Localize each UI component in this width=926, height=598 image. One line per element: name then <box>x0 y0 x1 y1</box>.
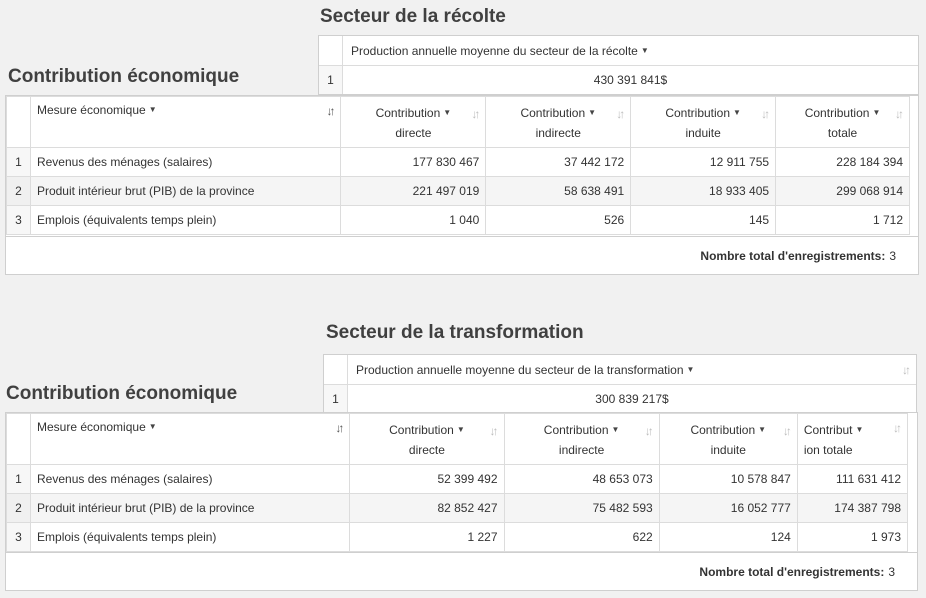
record-count-footer: Nombre total d'enregistrements: 3 <box>6 236 918 274</box>
caret-down-icon[interactable]: ▼ <box>148 422 157 431</box>
contribution-table <box>6 413 908 552</box>
indirect-cell: 622 <box>504 523 659 552</box>
direct-cell: 52 399 492 <box>350 465 504 494</box>
column-header-measure[interactable]: Mesure économique ▼ ↓↑ <box>30 97 341 148</box>
caret-down-icon[interactable]: ▼ <box>443 108 452 117</box>
sort-icon[interactable]: ↓↑ <box>761 107 768 121</box>
caret-down-icon[interactable]: ▼ <box>686 365 695 374</box>
row-index: 1 <box>319 66 343 94</box>
sort-icon[interactable]: ↓↑ <box>895 107 901 121</box>
production-box-harvest <box>318 35 919 95</box>
sort-icon[interactable]: ↓↑ <box>335 421 342 435</box>
column-header-induced[interactable]: Contribution ▼ induite ↓↑ <box>631 97 776 148</box>
indirect-cell: 48 653 073 <box>504 465 659 494</box>
caret-down-icon[interactable]: ▼ <box>758 425 767 434</box>
contribution-panel-harvest <box>5 95 919 275</box>
indirect-cell: 526 <box>486 206 631 235</box>
measure-cell: Revenus des ménages (salaires) <box>31 465 350 494</box>
measure-cell: Produit intérieur brut (PIB) de la province <box>30 177 341 206</box>
total-cell: 299 068 914 <box>776 177 910 206</box>
sort-icon[interactable]: ↓↑ <box>326 104 333 118</box>
total-cell: 1 973 <box>797 523 907 552</box>
sort-icon[interactable]: ↓↑ <box>616 107 623 121</box>
table-row: 3 Emplois (équivalents temps plein) 1 040 526 145 1 712 <box>7 206 910 235</box>
production-value: 430 391 841$ <box>593 73 668 87</box>
sort-icon[interactable]: ↓↑ <box>902 363 908 377</box>
indirect-cell: 75 482 593 <box>504 494 659 523</box>
measure-cell: Produit intérieur brut (PIB) de la province <box>31 494 350 523</box>
table-row: 1 Revenus des ménages (salaires) 177 830 467 37 442 172 12 911 755 228 184 394 <box>7 148 910 177</box>
induced-cell: 12 911 755 <box>631 148 776 177</box>
sort-icon[interactable]: ↓↑ <box>489 424 496 438</box>
production-value: 300 839 217$ <box>595 392 669 406</box>
production-header[interactable]: Production annuelle moyenne du secteur de la récolte ▼ <box>351 43 649 58</box>
measure-cell: Revenus des ménages (salaires) <box>30 148 341 177</box>
column-header-direct[interactable]: Contribution ▼ directe ↓↑ <box>341 97 486 148</box>
contribution-title: Contribution économique <box>8 66 240 87</box>
production-box-processing <box>323 354 917 414</box>
caret-down-icon[interactable]: ▼ <box>611 425 620 434</box>
table-row: 1 Revenus des ménages (salaires) 52 399 492 48 653 073 10 578 847 111 631 412 <box>7 465 908 494</box>
caret-down-icon[interactable]: ▼ <box>855 425 864 434</box>
caret-down-icon[interactable]: ▼ <box>148 105 157 114</box>
measure-cell: Emplois (équivalents temps plein) <box>31 523 350 552</box>
column-header-direct[interactable]: Contribution ▼ directe ↓↑ <box>350 414 504 465</box>
column-header-total[interactable]: Contribution ▼ totale ↓↑ <box>776 97 910 148</box>
row-index: 1 <box>324 385 348 413</box>
indirect-cell: 58 638 491 <box>486 177 631 206</box>
table-row: 2 Produit intérieur brut (PIB) de la province 221 497 019 58 638 491 18 933 405 299 068 914 <box>7 177 910 206</box>
total-cell: 1 712 <box>776 206 910 235</box>
column-header-indirect[interactable]: Contribution ▼ indirecte ↓↑ <box>486 97 631 148</box>
caret-down-icon[interactable]: ▼ <box>456 425 465 434</box>
total-cell: 174 387 798 <box>797 494 907 523</box>
column-header-induced[interactable]: Contribution ▼ induite ↓↑ <box>659 414 797 465</box>
table-row: 2 Produit intérieur brut (PIB) de la province 82 852 427 75 482 593 16 052 777 174 387 798 <box>7 494 908 523</box>
column-header-indirect[interactable]: Contribution ▼ indirecte ↓↑ <box>504 414 659 465</box>
record-count-footer: Nombre total d'enregistrements: 3 <box>6 552 917 590</box>
indirect-cell: 37 442 172 <box>486 148 631 177</box>
table-row: 3 Emplois (équivalents temps plein) 1 227 622 124 1 973 <box>7 523 908 552</box>
direct-cell: 82 852 427 <box>350 494 504 523</box>
contribution-title: Contribution économique <box>6 383 238 404</box>
direct-cell: 177 830 467 <box>341 148 486 177</box>
sort-icon[interactable]: ↓↑ <box>471 107 478 121</box>
section-title-processing: Secteur de la transformation <box>326 322 584 343</box>
caret-down-icon[interactable]: ▼ <box>872 108 881 117</box>
sort-icon[interactable]: ↓↑ <box>644 424 651 438</box>
induced-cell: 145 <box>631 206 776 235</box>
total-cell: 111 631 412 <box>797 465 907 494</box>
contribution-table <box>6 96 910 235</box>
caret-down-icon[interactable]: ▼ <box>588 108 597 117</box>
total-cell: 228 184 394 <box>776 148 910 177</box>
induced-cell: 18 933 405 <box>631 177 776 206</box>
production-header[interactable]: Production annuelle moyenne du secteur de la transformation ▼ ↓↑ <box>356 362 908 377</box>
sort-icon[interactable]: ↓↑ <box>782 424 789 438</box>
contribution-panel-processing <box>5 412 918 591</box>
caret-down-icon[interactable]: ▼ <box>733 108 741 117</box>
caret-down-icon[interactable]: ▼ <box>640 46 649 55</box>
column-header-measure[interactable]: Mesure économique ▼ ↓↑ <box>31 414 350 465</box>
sort-icon[interactable]: ↓↑ <box>893 421 899 435</box>
direct-cell: 1 227 <box>350 523 504 552</box>
section-title-harvest: Secteur de la récolte <box>320 6 506 27</box>
direct-cell: 221 497 019 <box>341 177 486 206</box>
induced-cell: 124 <box>659 523 797 552</box>
direct-cell: 1 040 <box>341 206 486 235</box>
induced-cell: 16 052 777 <box>659 494 797 523</box>
column-header-total[interactable]: Contribut ▼ ion totale ↓↑ <box>797 414 907 465</box>
induced-cell: 10 578 847 <box>659 465 797 494</box>
measure-cell: Emplois (équivalents temps plein) <box>30 206 341 235</box>
